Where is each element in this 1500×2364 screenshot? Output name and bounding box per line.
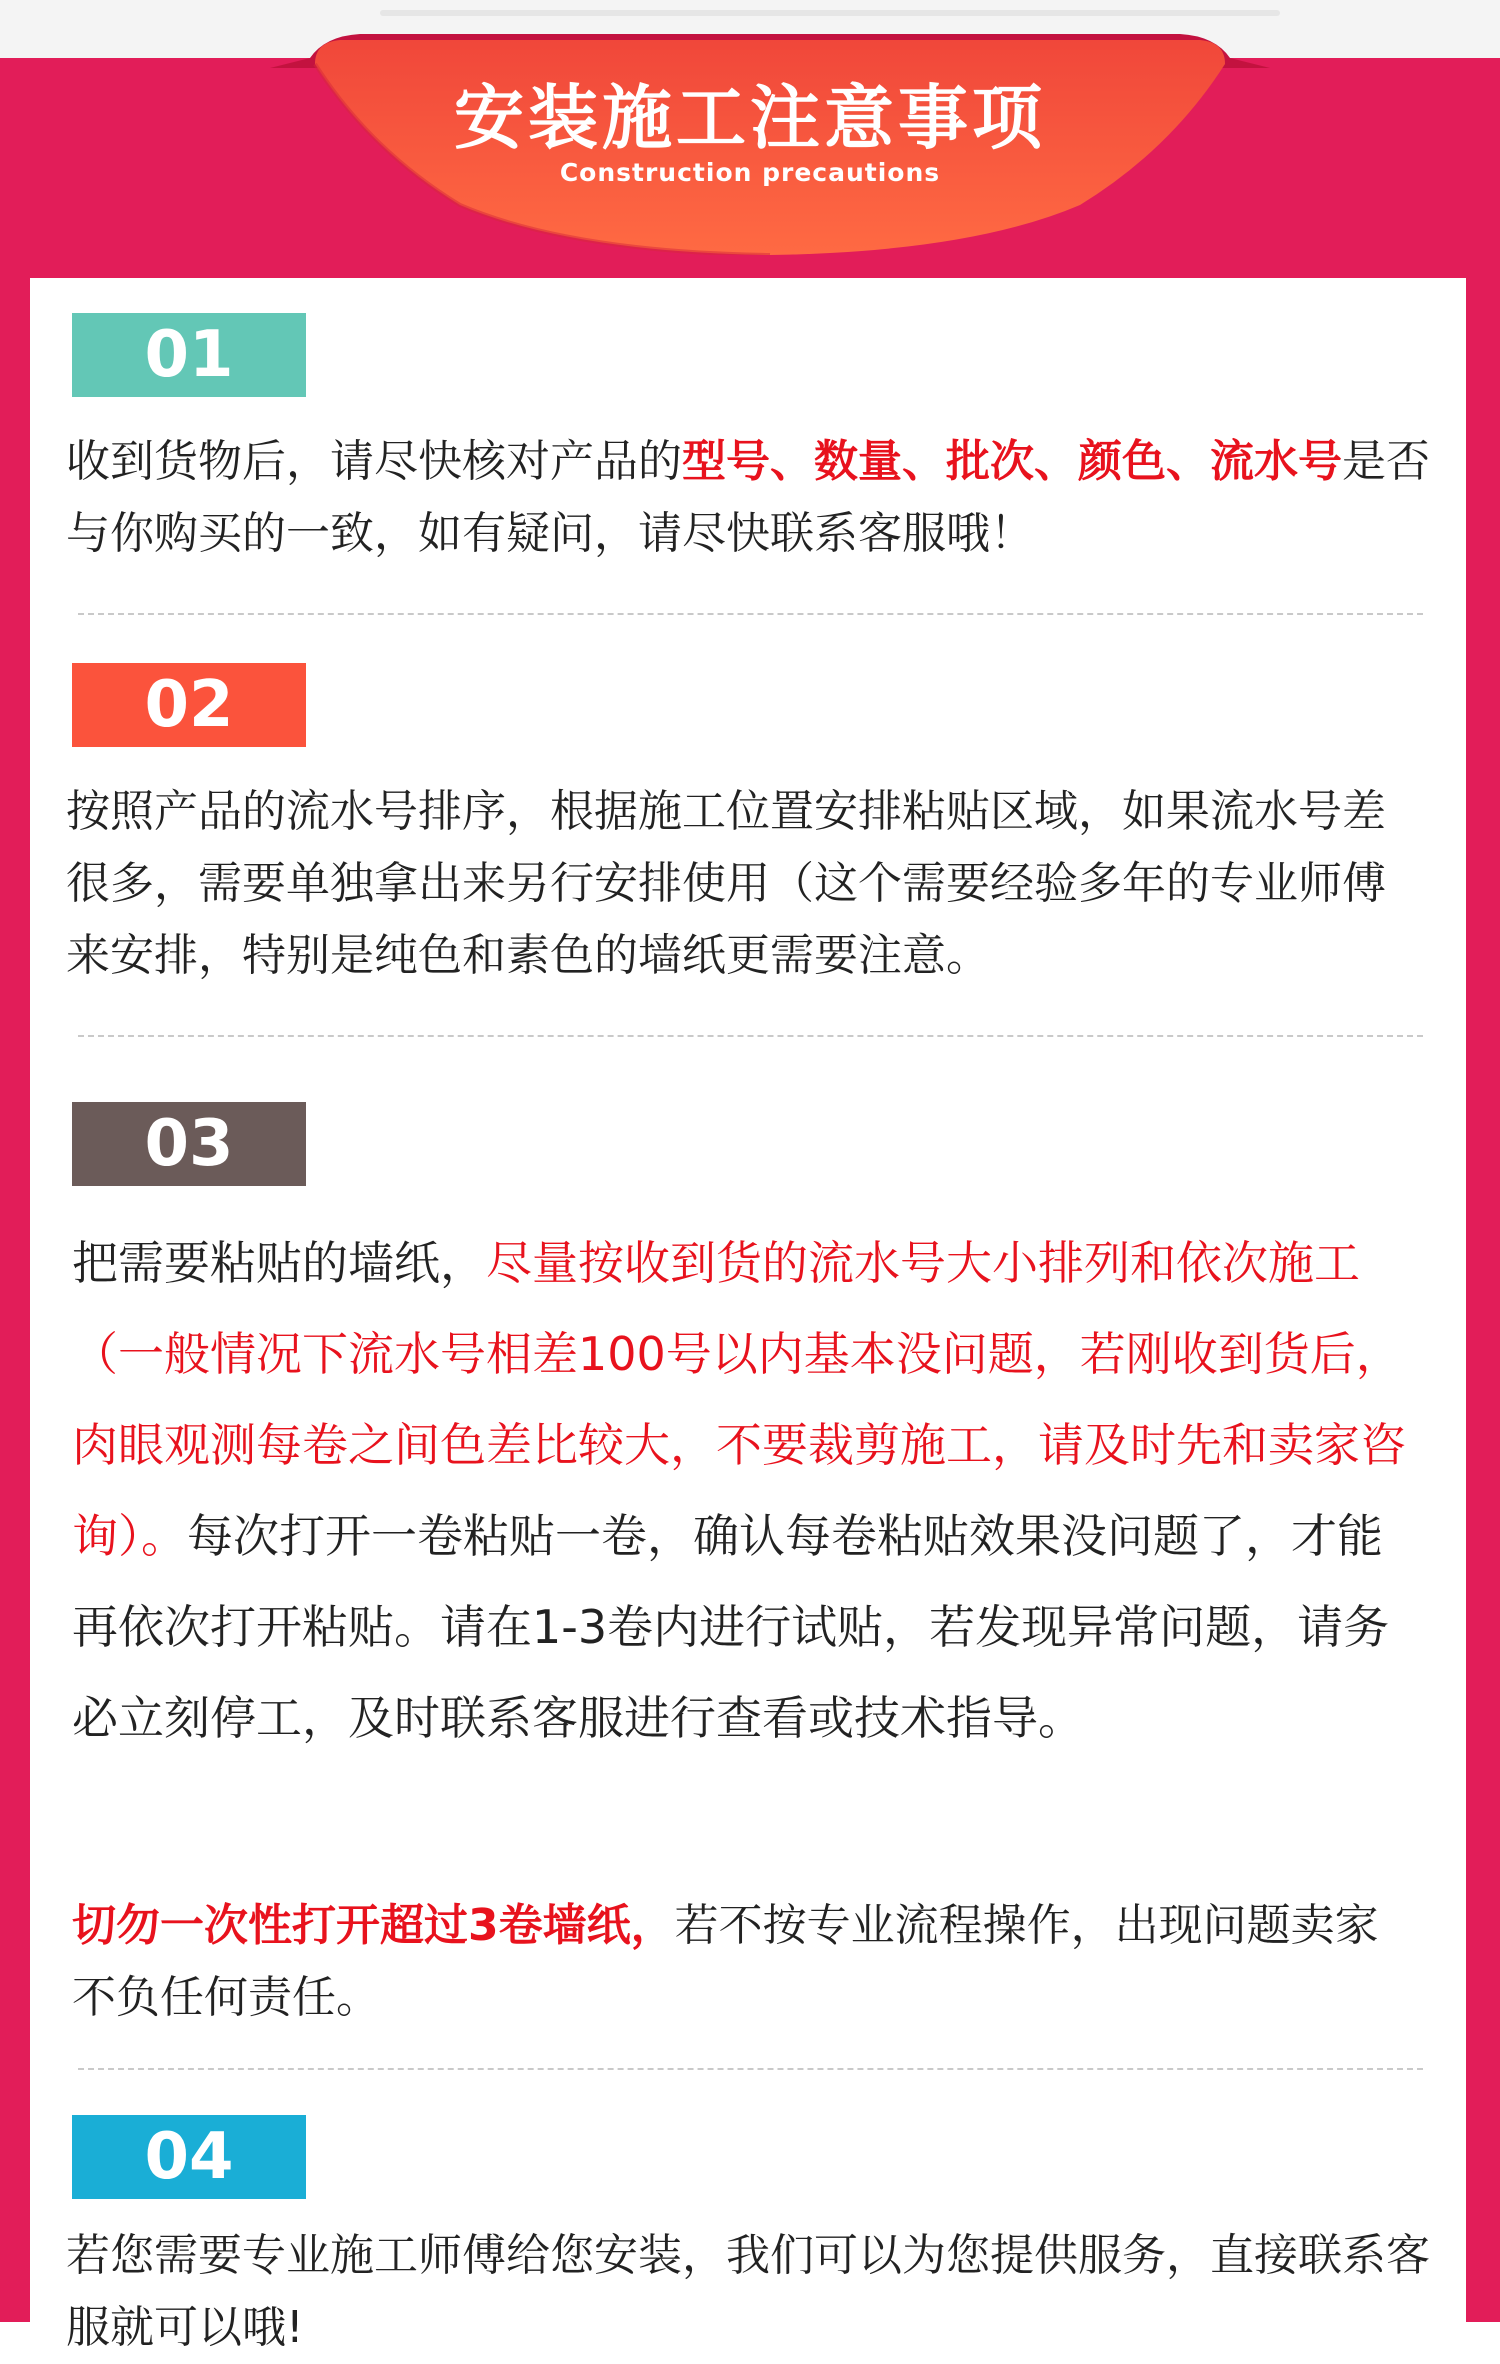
section-03-text (72, 1218, 1422, 1764)
page-title: 安装施工注意事项 (454, 77, 1046, 159)
section-03-warning (72, 1890, 1422, 2034)
page-subtitle: Construction precautions (559, 158, 941, 187)
section-01-highlight: 型号、数量、批次、颜色、流水号 (682, 436, 1342, 487)
section-badge-02: 02 (72, 663, 306, 747)
divider (78, 2068, 1423, 2070)
section-03-warning-highlight: 切勿一次性打开超过3卷墙纸， (72, 1900, 675, 1951)
section-01-text-before: 收到货物后，请尽快核对产品的 (66, 436, 682, 487)
section-badge-04: 04 (72, 2115, 306, 2199)
section-03-text-before: 把需要粘贴的墙纸， (72, 1236, 486, 1290)
section-badge-03: 03 (72, 1102, 306, 1186)
section-03-warning-text: 若不按专业流程操作，出现问题卖家不负任何责任。 (72, 1900, 1379, 2023)
divider (78, 1035, 1423, 1037)
section-03-highlight: 尽量按收到货的流水号大小排列和依次施工（一般情况下流水号相差100号以内基本没问题，若刚收到货后，肉眼观测每卷之间色差比较大，不要裁剪施工，请及时先和卖家咨询）。 (72, 1236, 1406, 1563)
section-03-text-after: 每次打开一卷粘贴一卷，确认每卷粘贴效果没问题了，才能再依次打开粘贴。请在1-3卷内进行试贴，若发现异常问题，请务必立刻停工，及时联系客服进行查看或技术指导。 (72, 1509, 1390, 1745)
section-01-text (66, 426, 1446, 570)
section-04-text: 若您需要专业施工师傅给您安装，我们可以为您提供服务，直接联系客服就可以哦! (66, 2230, 1430, 2353)
section-badge-01: 01 (72, 313, 306, 397)
top-strip-line (380, 10, 1280, 16)
section-02-text: 按照产品的流水号排序，根据施工位置安排粘贴区域，如果流水号差很多，需要单独拿出来另行安排使用（这个需要经验多年的专业师傅来安排，特别是纯色和素色的墙纸更需要注意。 (66, 786, 1386, 981)
section-01-text-after: 是否与你购买的一致，如有疑问，请尽快联系客服哦！ (66, 436, 1430, 559)
divider (78, 613, 1423, 615)
